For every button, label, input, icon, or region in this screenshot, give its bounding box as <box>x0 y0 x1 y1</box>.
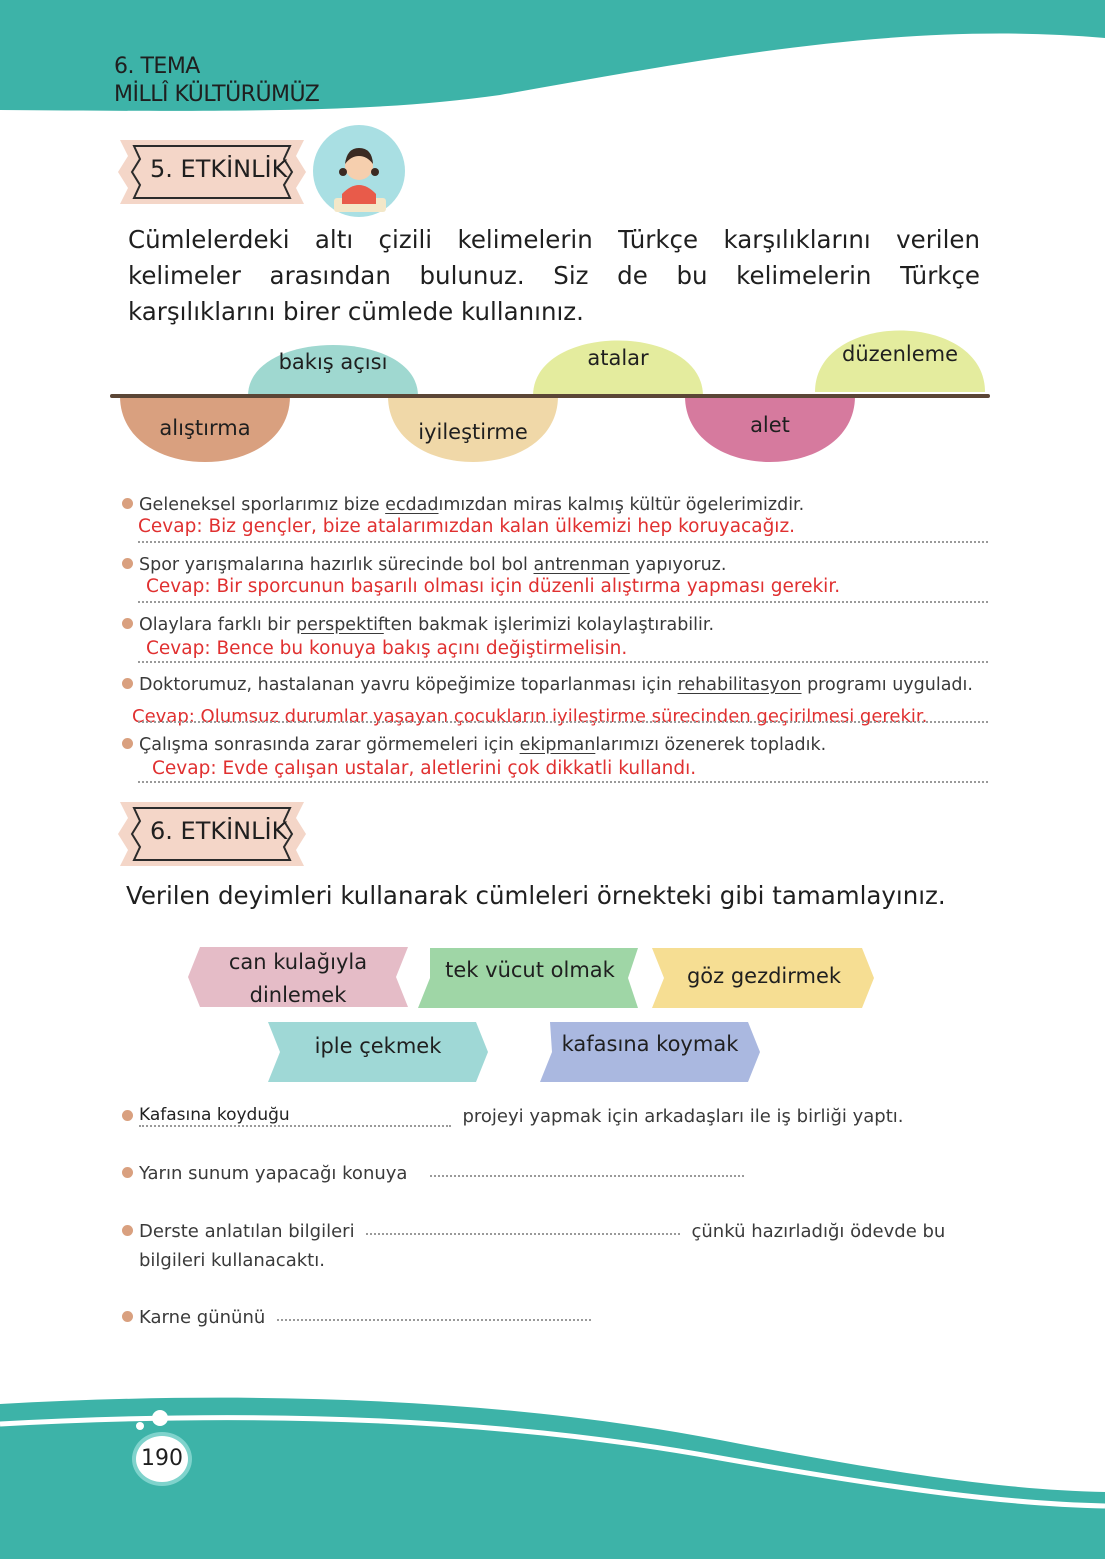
bullet <box>122 558 133 569</box>
activity6-sentence-1: Kafasına koyduğu projeyi yapmak için arkadaşları ile iş birliği yaptı. <box>122 1104 904 1127</box>
answer-dotted-line <box>138 781 988 783</box>
answer-dotted-line <box>138 601 988 603</box>
activity5-answer-4: Cevap: Olumsuz durumlar yaşayan çocukların iyileştirme sürecinden geçirilmesi gerekir. <box>132 706 928 727</box>
idiom-can-kulagiyla: can kulağıyla <box>228 950 368 974</box>
answer-dotted-line <box>138 721 988 723</box>
activity5-instruction: Cümlelerdeki altı çizili kelimelerin Türkçe karşılıklarını verilen kelimeler arasından bulunuz. Siz de bu kelimelerin Türkçe karşılıklarını birer cümlede kullanınız. <box>128 225 980 326</box>
word-duzenleme: düzenleme <box>841 342 959 366</box>
word-iyilestirme: iyileştirme <box>418 420 528 444</box>
fill-in-blank[interactable] <box>430 1175 744 1177</box>
activity5-question-5: Çalışma sonrasında zarar görmemeleri için ekipmanlarımızı özenerek topladık. <box>122 735 826 755</box>
bullet <box>122 498 133 509</box>
bullet <box>122 738 133 749</box>
activity5-answer-5: Cevap: Evde çalışan ustalar, aletlerini çok dikkatli kullandı. <box>152 758 697 779</box>
bullet <box>122 1311 133 1322</box>
bullet <box>122 678 133 689</box>
idiom-kafasina-koymak: kafasına koymak <box>561 1032 739 1056</box>
activity5-answer-3: Cevap: Bence bu konuya bakış açını değiştirmelisin. <box>146 638 628 659</box>
theme-title: MİLLÎ KÜLTÜRÜMÜZ <box>114 82 320 107</box>
idiom-dinlemek: dinlemek <box>249 983 347 1007</box>
activity5-answer-2: Cevap: Bir sporcunun başarılı olması için düzenli alıştırma yapması gerekir. <box>146 576 841 597</box>
activity6-sentence-2: Yarın sunum yapacağı konuya <box>122 1163 744 1184</box>
word-alistirma: alıştırma <box>159 416 251 440</box>
activity5-question-4: Doktorumuz, hastalanan yavru köpeğimize toparlanması için rehabilitasyon programı uyguladı. <box>122 675 973 695</box>
activity6-sentence-3-cont: bilgileri kullanacaktı. <box>139 1250 325 1271</box>
theme-number: 6. TEMA <box>114 54 200 79</box>
word-alet: alet <box>750 413 790 437</box>
page-number: 190 <box>132 1432 192 1486</box>
word-atalar: atalar <box>587 346 649 370</box>
fill-in-blank[interactable] <box>277 1319 591 1321</box>
activity5-question-1: Geleneksel sporlarımız bize ecdadımızdan miras kalmış kültür ögelerimizdir. <box>122 495 804 515</box>
girl-writing-illustration <box>312 124 406 218</box>
idiom-tek-vucut-olmak: tek vücut olmak <box>445 958 615 982</box>
answer-dotted-line <box>138 541 988 543</box>
bullet <box>122 1225 133 1236</box>
activity5-answer-1: Cevap: Biz gençler, bize atalarımızdan kalan ülkemizi hep koruyacağız. <box>138 516 796 537</box>
bullet <box>122 1167 133 1178</box>
activity6-instruction: Verilen deyimleri kullanarak cümleleri örnekteki gibi tamamlayınız. <box>126 881 946 910</box>
activity5-question-2: Spor yarışmalarına hazırlık sürecinde bol bol antrenman yapıyoruz. <box>122 555 726 575</box>
activity6-sentence-4: Karne gününü <box>122 1307 591 1328</box>
idiom-goz-gezdirmek: göz gezdirmek <box>686 964 842 988</box>
activity6-sentence-3: Derste anlatılan bilgileri çünkü hazırladığı ödevde bu <box>122 1221 945 1242</box>
activity6-label: 6. ETKİNLİK <box>150 817 288 845</box>
bullet <box>122 618 133 629</box>
answer-dotted-line <box>138 661 988 663</box>
bullet <box>122 1110 133 1121</box>
word-bakis-acisi: bakış açısı <box>278 350 388 374</box>
fill-in-blank[interactable] <box>366 1233 680 1235</box>
idiom-iple-cekmek: iple çekmek <box>314 1034 442 1058</box>
fill-in-blank[interactable]: Kafasına koyduğu <box>139 1104 451 1127</box>
activity5-question-3: Olaylara farklı bir perspektiften bakmak işlerimizi kolaylaştırabilir. <box>122 615 714 635</box>
activity5-label: 5. ETKİNLİK <box>150 155 288 183</box>
